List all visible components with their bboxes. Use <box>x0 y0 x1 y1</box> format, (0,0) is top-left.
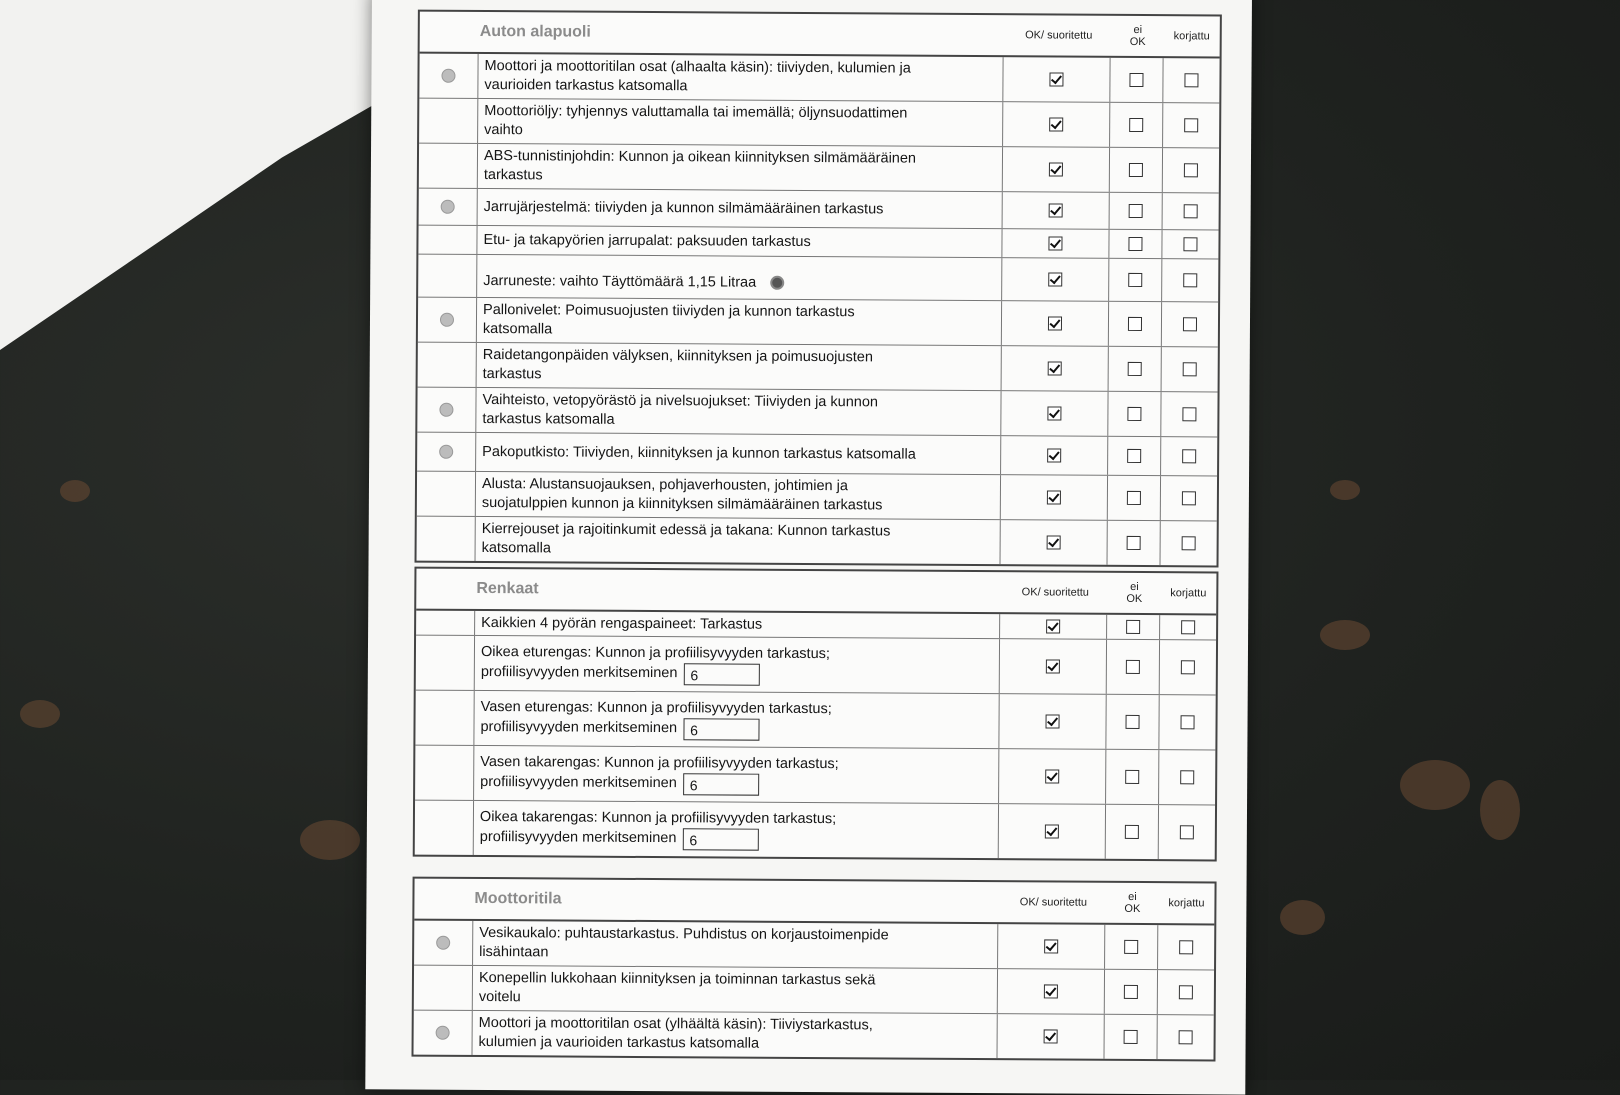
row-description <box>476 472 1001 519</box>
row-text-line1: ABS-tunnistinjohdin: Kunnon ja oikean kiinnityksen silmämääräinen <box>483 147 917 167</box>
checkbox-korjattu[interactable] <box>1179 1030 1193 1044</box>
korjattu-cell <box>1159 695 1215 749</box>
ei-ok-cell <box>1108 476 1161 520</box>
row-description <box>474 691 999 748</box>
row-text-line1: Moottori ja moottoritilan osat (alhaalta käsin): tiiviyden, kulumien ja <box>484 58 911 77</box>
ok-cell <box>999 749 1106 804</box>
checkbox-korjattu[interactable] <box>1184 204 1198 218</box>
checkbox-ei-ok[interactable] <box>1127 407 1141 421</box>
row-description <box>473 921 998 968</box>
checkbox-ei-ok[interactable] <box>1125 825 1139 839</box>
column-header-korjattu: korjattu <box>1168 897 1205 910</box>
row-text-line2-label: katsomalla <box>481 539 551 557</box>
tread-depth-field[interactable]: 6 <box>683 718 759 740</box>
stamp-icon <box>770 275 784 289</box>
row-text-line2 <box>480 716 992 741</box>
checkbox-ok[interactable] <box>1046 619 1060 633</box>
checkbox-ok[interactable] <box>1046 714 1060 728</box>
row-text-line1: Raidetangonpäiden välyksen, kiinnityksen ja poimusuojusten <box>482 346 873 366</box>
row-marker-cell <box>414 1011 473 1055</box>
ei-ok-cell <box>1110 148 1163 192</box>
checkbox-korjattu[interactable] <box>1179 940 1193 954</box>
bullet-icon <box>439 403 453 417</box>
korjattu-cell <box>1159 805 1215 859</box>
column-header-korjattu: korjattu <box>1173 30 1210 43</box>
row-text-line2-label: suojatulppien kunnon ja kiinnityksen silmämääräinen tarkastus <box>481 494 883 514</box>
row-marker-cell <box>419 54 478 98</box>
row-text-line2-label: katsomalla <box>482 320 553 338</box>
row-description <box>477 226 1002 257</box>
checklist-row <box>414 965 1214 1015</box>
checkbox-ei-ok[interactable] <box>1129 73 1143 87</box>
row-text-line1: Vasen eturengas: Kunnon ja profiilisyvyyden tarkastus; <box>480 698 832 717</box>
checkbox-ei-ok[interactable] <box>1127 491 1141 505</box>
checkbox-ei-ok[interactable] <box>1126 660 1140 674</box>
ok-cell <box>1002 346 1109 391</box>
row-text-line2 <box>482 494 994 516</box>
checklist-row <box>418 254 1218 302</box>
row-marker-cell <box>418 298 477 342</box>
checkbox-korjattu[interactable] <box>1184 118 1198 132</box>
ei-ok-cell <box>1105 925 1158 969</box>
row-marker-cell <box>419 144 478 188</box>
column-header-ok: OK/ suoritettu <box>1025 29 1093 42</box>
row-text-line2-label: tarkastus <box>483 166 543 184</box>
column-header-ei-bottom: OK <box>1124 902 1141 916</box>
checklist-row <box>415 690 1215 750</box>
column-header-ei-top: ei <box>1130 580 1139 594</box>
column-header-ok: OK/ suoritettu <box>1021 586 1089 599</box>
row-text-line1: Oikea takarengas: Kunnon ja profiilisyvyyden tarkastus; <box>479 808 837 827</box>
inspection-checklist-paper <box>365 0 1252 1095</box>
checkbox-ei-ok[interactable] <box>1128 317 1142 331</box>
korjattu-cell <box>1162 302 1218 346</box>
ei-ok-cell <box>1106 695 1159 749</box>
ok-cell <box>1003 57 1110 102</box>
checkbox-ok[interactable] <box>1046 659 1060 673</box>
row-marker-cell <box>419 99 478 143</box>
row-description <box>477 255 1002 300</box>
row-text-line2 <box>482 539 994 561</box>
korjattu-cell <box>1158 925 1214 969</box>
row-text-line2-label: profiilisyvyyden merkitseminen <box>480 718 678 737</box>
bullet-icon <box>441 200 455 214</box>
row-marker-cell <box>418 343 477 387</box>
row-description <box>475 611 1000 638</box>
korjattu-cell <box>1160 640 1216 694</box>
ei-ok-cell <box>1109 230 1162 258</box>
ei-ok-cell <box>1105 970 1158 1014</box>
row-text-line1: Alusta: Alustansuojauksen, pohjaverhousten, johtimien ja <box>481 475 848 495</box>
checkbox-ok[interactable] <box>1044 939 1058 953</box>
checklist-row <box>415 745 1215 805</box>
section-rows <box>417 54 1220 566</box>
section-title: Renkaat <box>476 579 539 598</box>
checkbox-korjattu[interactable] <box>1183 273 1197 287</box>
row-text-line1: Oikea eturengas: Kunnon ja profiilisyvyyden tarkastus; <box>480 643 831 662</box>
row-marker-cell <box>417 472 476 516</box>
checkbox-ok[interactable] <box>1048 236 1062 250</box>
column-header-ei-ok <box>1108 581 1160 605</box>
checkbox-korjattu[interactable] <box>1181 620 1195 634</box>
row-marker-cell <box>415 746 474 800</box>
row-text-line2-label: tarkastus <box>482 365 542 383</box>
korjattu-cell <box>1158 970 1214 1014</box>
ei-ok-cell <box>1109 347 1162 391</box>
checklist-row <box>416 635 1216 695</box>
column-header-ei-bottom: OK <box>1126 592 1143 606</box>
checkbox-korjattu[interactable] <box>1183 237 1197 251</box>
ei-ok-cell <box>1107 640 1160 694</box>
column-header-ei-bottom: OK <box>1129 35 1146 49</box>
checklist-row <box>419 54 1219 103</box>
ei-ok-cell <box>1109 302 1162 346</box>
ok-cell <box>1000 614 1107 639</box>
checkbox-ei-ok[interactable] <box>1128 362 1142 376</box>
row-text-line1: Jarrujärjestelmä: tiiviyden ja kunnon silmämääräinen tarkastus <box>483 198 884 217</box>
ei-ok-cell <box>1106 750 1159 804</box>
checkbox-korjattu[interactable] <box>1182 407 1196 421</box>
row-description <box>476 517 1001 564</box>
checklist-row <box>414 921 1214 970</box>
ei-ok-cell <box>1106 805 1159 859</box>
column-header-ok: OK/ suoritettu <box>1019 896 1088 909</box>
row-text-line2 <box>479 943 991 965</box>
section-auton-alapuoli <box>415 10 1222 568</box>
row-description <box>473 1011 998 1058</box>
row-marker-cell <box>415 801 474 855</box>
checklist-row <box>417 471 1217 521</box>
checkbox-ei-ok[interactable] <box>1124 940 1138 954</box>
korjattu-cell <box>1161 392 1217 436</box>
row-marker-cell <box>416 611 475 635</box>
checkbox-ok[interactable] <box>1044 1029 1058 1043</box>
checkbox-ei-ok[interactable] <box>1128 237 1142 251</box>
row-marker-cell <box>415 691 474 745</box>
ok-cell <box>998 969 1105 1014</box>
checklist-row <box>418 297 1218 347</box>
checkbox-ok[interactable] <box>1048 316 1062 330</box>
ei-ok-cell <box>1109 259 1162 301</box>
section-renkaat <box>413 567 1219 862</box>
bullet-icon <box>440 313 454 327</box>
checkbox-korjattu[interactable] <box>1181 715 1195 729</box>
ok-cell <box>1003 102 1110 147</box>
row-description <box>474 746 999 803</box>
checkbox-ok[interactable] <box>1044 984 1058 998</box>
ok-cell <box>999 804 1106 859</box>
row-text-line2-label: profiilisyvyyden merkitseminen <box>480 663 678 682</box>
row-text-line1: Pallonivelet: Poimusuojusten tiiviyden ja kunnon tarkastus <box>483 301 855 321</box>
korjattu-cell <box>1159 750 1215 804</box>
row-marker-cell <box>416 636 475 690</box>
row-description <box>476 388 1001 435</box>
korjattu-cell <box>1162 230 1218 258</box>
korjattu-cell <box>1162 259 1218 301</box>
checkbox-ok[interactable] <box>1049 72 1063 86</box>
checkbox-korjattu[interactable] <box>1183 317 1197 331</box>
checklist-row <box>415 800 1215 860</box>
row-description <box>474 801 999 858</box>
row-text-line2 <box>484 121 996 143</box>
row-text-line2 <box>480 826 992 851</box>
row-text-line1: Kierrejouset ja rajoitinkumit edessä ja takana: Kunnon tarkastus <box>481 520 891 540</box>
checkbox-ok[interactable] <box>1049 117 1063 131</box>
checkbox-ei-ok[interactable] <box>1127 536 1141 550</box>
section-title: Auton alapuoli <box>479 22 591 41</box>
row-text-line2-label: vaihto <box>484 122 523 139</box>
checklist-row <box>419 188 1219 230</box>
row-text-line2-label: voitelu <box>478 988 521 1006</box>
column-header-ei-top: ei <box>1128 890 1137 904</box>
row-text-line2 <box>479 988 991 1010</box>
section-header <box>420 12 1220 59</box>
row-text-line2 <box>483 320 995 342</box>
row-text-line2-label: lisähintaan <box>479 943 549 961</box>
bullet-icon <box>436 1026 450 1040</box>
checkbox-ei-ok[interactable] <box>1129 118 1143 132</box>
row-marker-cell <box>419 189 478 225</box>
checklist-row <box>417 432 1217 476</box>
checkbox-ok[interactable] <box>1047 535 1061 549</box>
checkbox-korjattu[interactable] <box>1179 985 1193 999</box>
bullet-icon <box>439 445 453 459</box>
ei-ok-cell <box>1104 1015 1157 1059</box>
row-marker-cell <box>417 433 476 471</box>
row-text-line1: Vaihteisto, vetopyörästö ja nivelsuojukset: Tiiviyden ja kunnon <box>482 391 879 411</box>
korjattu-cell <box>1163 58 1219 102</box>
row-text-line2 <box>480 771 992 796</box>
checkbox-ok[interactable] <box>1049 162 1063 176</box>
checkbox-korjattu[interactable] <box>1184 163 1198 177</box>
checklist-row <box>416 611 1216 640</box>
checklist-row <box>418 342 1218 392</box>
checkbox-ok[interactable] <box>1047 448 1061 462</box>
ok-cell <box>1000 639 1107 694</box>
korjattu-cell <box>1163 193 1219 229</box>
checkbox-korjattu[interactable] <box>1182 491 1196 505</box>
row-text-line2 <box>479 1033 991 1055</box>
ok-cell <box>1001 520 1108 565</box>
row-marker-cell <box>418 226 477 254</box>
row-text-line2 <box>482 410 994 432</box>
row-description <box>477 298 1002 345</box>
checklist-row <box>419 98 1219 148</box>
tread-depth-field[interactable]: 6 <box>682 828 758 850</box>
row-text-line2-label: profiilisyvyyden merkitseminen <box>480 773 677 792</box>
ok-cell <box>997 1014 1104 1059</box>
checkbox-korjattu[interactable] <box>1184 73 1198 87</box>
row-text-line2-label: vaurioiden tarkastus katsomalla <box>484 77 688 95</box>
section-title: Moottoritila <box>474 889 562 908</box>
ok-cell <box>1003 192 1110 229</box>
checkbox-ei-ok[interactable] <box>1124 985 1138 999</box>
row-marker-cell <box>417 388 476 432</box>
korjattu-cell <box>1161 521 1217 565</box>
checkbox-ei-ok[interactable] <box>1127 449 1141 463</box>
row-text-line2 <box>484 166 996 188</box>
ok-cell <box>1001 391 1108 436</box>
checkbox-korjattu[interactable] <box>1183 362 1197 376</box>
row-description <box>477 343 1002 390</box>
korjattu-cell <box>1161 476 1217 520</box>
row-description <box>475 636 1000 693</box>
row-text-line2-label: profiilisyvyyden merkitseminen <box>479 828 677 847</box>
section-header <box>414 879 1214 926</box>
korjattu-cell <box>1163 148 1219 192</box>
row-text-line1: Moottori ja moottoritilan osat (ylhäältä käsin): Tiiviystarkastus, <box>478 1014 873 1034</box>
checkbox-ei-ok[interactable] <box>1124 1030 1138 1044</box>
row-marker-cell <box>417 517 476 561</box>
row-text-line1: Vesikaukalo: puhtaustarkastus. Puhdistus on korjaustoimenpide <box>479 924 889 944</box>
checkbox-ei-ok[interactable] <box>1128 273 1142 287</box>
row-description <box>476 433 1001 474</box>
row-text-line1: Etu- ja takapyörien jarrupalat: paksuuden tarkastus <box>483 231 811 250</box>
checklist-row <box>417 516 1217 566</box>
ok-cell <box>1003 147 1110 192</box>
korjattu-cell <box>1163 103 1219 147</box>
bullet-icon <box>441 69 455 83</box>
checkbox-korjattu[interactable] <box>1182 536 1196 550</box>
ei-ok-cell <box>1107 615 1160 639</box>
checklist-row <box>417 387 1217 437</box>
checkbox-ok[interactable] <box>1047 406 1061 420</box>
row-description <box>478 54 1003 101</box>
checkbox-ei-ok[interactable] <box>1129 163 1143 177</box>
checkbox-korjattu[interactable] <box>1182 449 1196 463</box>
row-text-line1: Konepellin lukkohaan kiinnityksen ja toiminnan tarkastus sekä <box>478 969 876 989</box>
ok-cell <box>1002 229 1109 258</box>
section-moottoritila <box>411 877 1216 1062</box>
row-marker-cell <box>414 966 473 1010</box>
korjattu-cell <box>1157 1015 1213 1059</box>
ok-cell <box>1001 436 1108 475</box>
bullet-icon <box>436 936 450 950</box>
ok-cell <box>998 924 1105 969</box>
ei-ok-cell <box>1108 437 1161 475</box>
row-text-line2 <box>483 365 995 387</box>
korjattu-cell <box>1161 437 1217 475</box>
row-marker-cell <box>414 921 473 965</box>
ok-cell <box>1002 301 1109 346</box>
column-header-ei-ok <box>1106 891 1158 915</box>
checkbox-ei-ok[interactable] <box>1126 715 1140 729</box>
row-text-line1: Jarruneste: vaihto Täyttömäärä 1,15 Litraa <box>483 271 995 293</box>
checkbox-ok[interactable] <box>1049 203 1063 217</box>
ok-cell <box>1001 475 1108 520</box>
checklist-row <box>414 1010 1214 1060</box>
row-marker-cell <box>418 255 477 297</box>
column-header-ei-top: ei <box>1133 23 1143 37</box>
column-header-ei-ok <box>1112 24 1164 48</box>
row-text-line2 <box>484 76 996 98</box>
row-text-line1: Vasen takarengas: Kunnon ja profiilisyvyyden tarkastus; <box>480 753 839 772</box>
checkbox-ok[interactable] <box>1045 824 1059 838</box>
row-description <box>478 189 1003 228</box>
ei-ok-cell <box>1110 58 1163 102</box>
ok-cell <box>1002 258 1109 301</box>
checkbox-korjattu[interactable] <box>1180 825 1194 839</box>
row-text-line2 <box>481 661 993 686</box>
checkbox-ok[interactable] <box>1048 272 1062 286</box>
row-text-line2-label: kulumien ja vaurioiden tarkastus katsomalla <box>478 1033 760 1052</box>
row-description <box>478 99 1003 146</box>
checkbox-ei-ok[interactable] <box>1125 770 1139 784</box>
ei-ok-cell <box>1108 392 1161 436</box>
ei-ok-cell <box>1110 193 1163 229</box>
ei-ok-cell <box>1110 103 1163 147</box>
checkbox-korjattu[interactable] <box>1180 770 1194 784</box>
checkbox-ok[interactable] <box>1047 490 1061 504</box>
checkbox-ei-ok[interactable] <box>1126 620 1140 634</box>
row-description <box>478 144 1003 191</box>
ei-ok-cell <box>1108 521 1161 565</box>
row-text-line1: Pakoputkisto: Tiiviyden, kiinnityksen ja kunnon tarkastus katsomalla <box>482 443 916 463</box>
tread-depth-field[interactable]: 6 <box>683 663 759 685</box>
section-header <box>416 569 1216 616</box>
row-text-line1: Moottoriöljy: tyhjennys valuttamalla tai imemällä; öljynsuodattimen <box>484 103 908 122</box>
tread-depth-field[interactable]: 6 <box>683 773 759 795</box>
column-header-korjattu: korjattu <box>1170 587 1207 600</box>
checklist-row <box>418 225 1218 259</box>
checklist-row <box>419 143 1219 193</box>
korjattu-cell <box>1162 347 1218 391</box>
row-text-line2-label: tarkastus katsomalla <box>482 410 615 428</box>
section-rows <box>415 611 1216 860</box>
korjattu-cell <box>1160 615 1216 639</box>
checkbox-ei-ok[interactable] <box>1129 204 1143 218</box>
ok-cell <box>999 694 1106 749</box>
checkbox-ok[interactable] <box>1045 769 1059 783</box>
checkbox-korjattu[interactable] <box>1181 660 1195 674</box>
checkbox-ok[interactable] <box>1048 361 1062 375</box>
section-rows <box>414 921 1215 1060</box>
row-description <box>473 966 998 1013</box>
row-text-line1: Kaikkien 4 pyörän rengaspaineet: Tarkastus <box>481 614 763 633</box>
